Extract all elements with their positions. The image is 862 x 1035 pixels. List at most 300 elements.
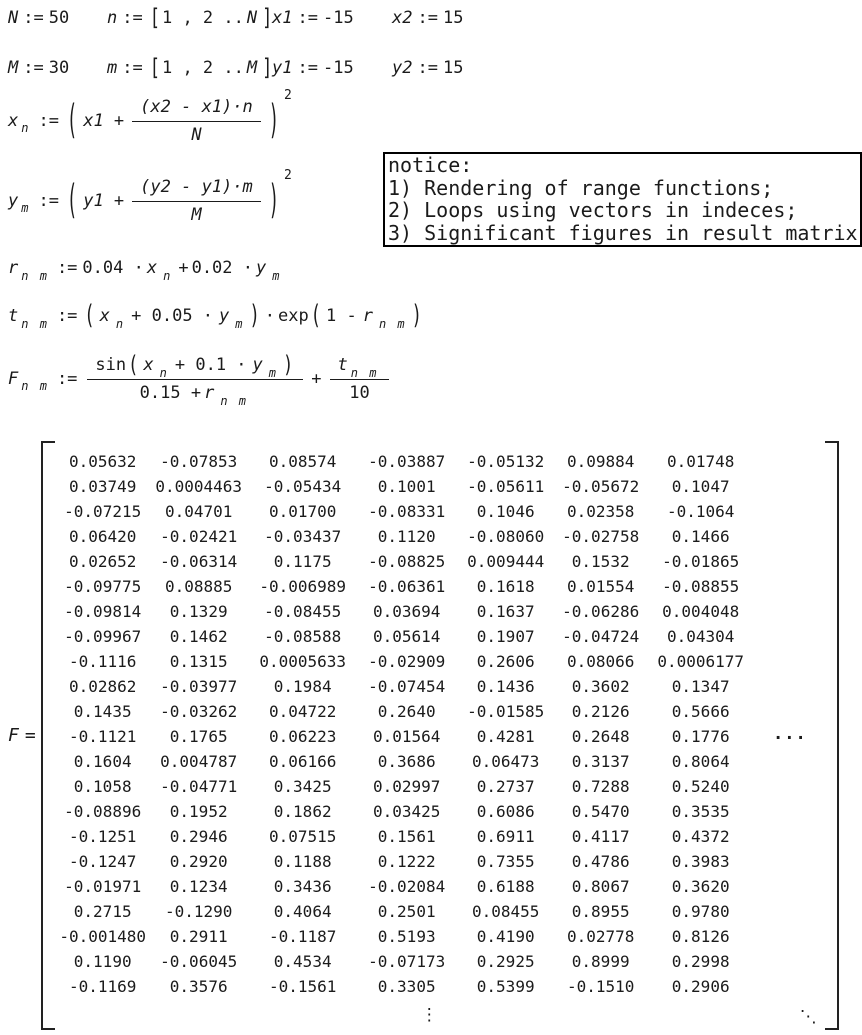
matrix-cell: -0.03977 [160,676,238,696]
matrix-cell: 0.6188 [476,876,535,896]
matrix-row [59,674,753,699]
matrix-cell: 0.05632 [68,451,137,471]
one-minus: 1 - [326,306,357,326]
matrix-cell: 0.2920 [169,851,228,871]
matrix-cell: 0.1047 [671,476,730,496]
subscript-n: n [21,120,31,135]
matrix-cell: 0.1315 [169,651,228,671]
matrix-cell: 0.4786 [571,851,630,871]
matrix-cell: -0.06361 [368,576,446,596]
matrix-cell: 0.4534 [273,951,332,971]
assign-op: := [56,258,78,278]
matrix-cell: 0.5666 [671,701,730,721]
matrix-cell: 0.3137 [571,751,630,771]
matrix-cell: 0.2715 [73,901,132,921]
assign-op: := [297,58,318,78]
var-x: x [146,258,158,278]
const-plus: 0.15 + [139,383,202,403]
matrix-cell: 0.02997 [372,776,441,796]
matrix-cell: 0.01564 [372,726,441,746]
assign-op: := [417,58,438,78]
matrix-cell: -0.05611 [467,476,545,496]
matrix-cell: 0.7288 [571,776,630,796]
matrix-cell: -0.08896 [64,801,142,821]
squared-expression [64,88,292,145]
diagonal-ellipsis: ⋱ [799,1006,817,1027]
result-matrix-region[interactable] [8,441,839,1030]
matrix-cell: 0.04701 [164,501,233,521]
matrix-cell: -0.06314 [160,551,238,571]
matrix-cell: 0.1436 [476,676,535,696]
matrix-cell: 0.4281 [476,726,535,746]
close-bracket: ] [262,54,273,82]
fraction-numerator: (y2 - y1)·m [132,176,261,202]
matrix-row [59,774,753,799]
var-y: y [256,258,267,278]
matrix-lhs [8,725,36,746]
exponent: 2 [284,168,292,183]
matrix-cell: 0.9780 [671,901,730,921]
matrix-cell: 0.1120 [377,526,436,546]
notice-item: 3) Significant figures in result matrix [388,221,858,246]
matrix-cell: 0.05614 [372,626,441,646]
matrix-cell: -0.07853 [160,451,238,471]
value-x2: 15 [442,8,464,28]
plus-coef: + 0.1 · [174,355,247,375]
matrix-cell: 0.1952 [169,801,228,821]
var-x1: x1 [272,8,293,28]
matrix-cell: 0.6911 [476,826,535,846]
matrix-cell: -0.07215 [64,501,142,521]
matrix-cell: 0.8067 [571,876,630,896]
matrix-cell: -0.08855 [662,576,740,596]
matrix-cell: 0.4372 [671,826,730,846]
matrix-cell: 0.1329 [169,601,228,621]
matrix-cell: 0.01748 [666,451,735,471]
fraction-denominator: M [191,205,202,225]
subscript-n: n [159,366,169,380]
fraction [132,176,261,225]
matrix-cell: -0.08060 [467,526,545,546]
matrix-cell: 0.01554 [566,576,635,596]
var-x: x [143,355,154,375]
var-N: N [8,8,19,28]
matrix-cell: -0.08331 [368,501,446,521]
matrix-cell: -0.06045 [160,951,238,971]
matrix-cell: 0.3425 [273,776,332,796]
matrix-cell: 0.1175 [273,551,332,571]
matrix-cell: 0.1862 [273,801,332,821]
matrix-row [59,974,753,999]
close-paren: ) [268,97,280,144]
matrix-row [59,724,753,749]
matrix-row [59,874,753,899]
matrix-cell: -0.01865 [662,551,740,571]
open-paren: ( [128,351,139,379]
matrix-cell: 0.0004463 [155,476,243,496]
matrix-row [59,699,753,724]
var-F: F [8,725,19,746]
close-bracket: ] [262,4,273,32]
assign-op: := [23,58,44,78]
matrix-row [59,599,753,624]
var-t: t [8,306,19,326]
var-y: y [219,306,230,326]
var-y: y [252,355,263,375]
subscript-n: n [163,269,173,283]
matrix-cell: 0.3576 [169,976,228,996]
assign-op: := [38,110,59,131]
matrix-cell: -0.1187 [268,926,337,946]
matrix-cell: -0.09814 [64,601,142,621]
matrix-cell: 0.5470 [571,801,630,821]
matrix-cell: 0.3305 [377,976,436,996]
subscript-n: n [115,317,126,331]
matrix-cell: -0.1247 [68,851,137,871]
matrix-cell: 0.2126 [571,701,630,721]
close-paren: ) [249,300,260,332]
var-r: r [8,258,19,278]
matrix-cell: 0.1462 [169,626,228,646]
close-paren: ) [283,351,294,379]
matrix-cell: 0.03694 [372,601,441,621]
matrix-cell: -0.05672 [562,476,640,496]
var-x2: x2 [392,8,413,28]
matrix-cell: 0.1637 [476,601,535,621]
matrix-cell: -0.02909 [368,651,446,671]
matrix-cell: -0.1116 [68,651,137,671]
term-y1-plus: y1 + [83,190,125,211]
plus-op: + [178,258,189,278]
matrix-row [59,549,753,574]
matrix-cell: 0.5193 [377,926,436,946]
matrix-cell: 0.02778 [566,926,635,946]
matrix-cell: 0.1190 [73,951,132,971]
notice-title: notice: [388,153,473,177]
matrix-cell: 0.7355 [476,851,535,871]
matrix-cell: 0.1347 [671,676,730,696]
matrix-cell: 0.3602 [571,676,630,696]
matrix-cell: 0.1222 [377,851,436,871]
matrix-cell: -0.01585 [467,701,545,721]
matrix-cell: 0.1984 [273,676,332,696]
var-m: m [107,58,118,78]
matrix-cell: -0.05434 [264,476,342,496]
notice-list [388,177,857,245]
subscript-nm: n m [220,394,249,408]
matrix-right-bracket [825,441,839,1030]
fraction-numerator: (x2 - x1)·n [132,96,261,122]
matrix-cell: -0.1064 [666,501,735,521]
matrix-cell: 0.08066 [566,651,635,671]
definition-y1[interactable] [272,58,354,78]
close-paren: ) [411,300,422,332]
assign-op: := [56,368,78,389]
matrix-cell: 0.8955 [571,901,630,921]
close-paren: ) [268,177,280,224]
matrix-cell: 0.1001 [377,476,436,496]
formula-y-m[interactable] [8,168,292,225]
var-r: r [204,383,215,403]
formula-x-n[interactable] [8,88,292,145]
matrix-cell: 0.07515 [268,826,337,846]
notice-item: 2) Loops using vectors in indeces; [388,198,798,223]
matrix-cell: 0.02652 [68,551,137,571]
matrix-cell: 0.8064 [671,751,730,771]
matrix-cell: 0.1765 [169,726,228,746]
matrix-row [59,624,753,649]
subscript-nm: n m [378,317,407,331]
matrix-cell: -0.07173 [368,951,446,971]
var-y2: y2 [392,58,413,78]
definition-y2[interactable] [392,58,463,78]
assign-op: := [23,8,44,28]
matrix-cell: 0.1618 [476,576,535,596]
matrix-cell: 0.5399 [476,976,535,996]
matrix-body [55,443,825,1029]
value-y2: 15 [442,58,464,78]
matrix-cell: -0.04771 [160,776,238,796]
value-N: 50 [48,8,70,28]
matrix-cell: 0.06223 [268,726,337,746]
var-M: M [8,58,19,78]
open-paren: ( [66,97,78,144]
var-y: y [8,190,19,211]
matrix-row [59,574,753,599]
subscript-nm: n m [350,366,379,380]
plus-op: + [311,368,322,389]
var-F: F [8,368,19,389]
fraction-numerator [87,351,303,380]
matrix-row [59,924,753,949]
fraction [132,96,261,145]
var-r: r [362,306,373,326]
sin-function: sin [95,355,127,375]
matrix-row [59,824,753,849]
multiply-op: · [264,306,276,326]
matrix-cell: 0.2606 [476,651,535,671]
matrix-cell: 0.1058 [73,776,132,796]
matrix-cell: -0.08455 [264,601,342,621]
notice-box[interactable] [383,152,862,247]
subscript-nm: n m [21,269,49,283]
matrix-cell: 0.2998 [671,951,730,971]
matrix-cell: 0.2501 [377,901,436,921]
matrix-cell: 0.3620 [671,876,730,896]
matrix-cell: -0.1251 [68,826,137,846]
matrix-cell: 0.2946 [169,826,228,846]
matrix-cell: 0.5240 [671,776,730,796]
matrix-cell: 0.03749 [68,476,137,496]
fraction-t [330,354,390,403]
formula-F-nm[interactable] [8,351,394,408]
exponent: 2 [284,88,292,103]
matrix-cell: 0.6086 [476,801,535,821]
matrix-cell: 0.0006177 [657,651,745,671]
matrix-cell: 0.08885 [164,576,233,596]
open-paren: ( [310,300,321,332]
matrix-left-bracket [41,441,55,1030]
matrix-cell: 0.04304 [666,626,735,646]
matrix-cell: 0.09884 [566,451,635,471]
definition-N[interactable] [8,8,69,28]
matrix-cell: 0.4190 [476,926,535,946]
assign-op: := [38,190,59,211]
range-end-var: N [246,8,258,28]
matrix-cell: 0.8126 [671,926,730,946]
matrix-cell: -0.02421 [160,526,238,546]
matrix-cell: 0.1907 [476,626,535,646]
matrix-cell: -0.03262 [160,701,238,721]
matrix-cell: 0.08455 [471,901,540,921]
matrix-cell: 0.2906 [671,976,730,996]
fraction-numerator [330,354,390,380]
matrix-cell: -0.02758 [562,526,640,546]
open-bracket: [ [149,4,160,32]
matrix-cell: -0.006989 [259,576,347,596]
subscript-m: m [21,200,31,215]
matrix-cell: -0.04724 [562,626,640,646]
definition-n-range[interactable] [107,4,274,32]
matrix-cell: 0.1561 [377,826,436,846]
matrix-row [59,524,753,549]
matrix-cell: 0.0005633 [259,651,347,671]
vertical-ellipsis: ⋮ [420,1004,438,1025]
matrix-cell: 0.3535 [671,801,730,821]
matrix-cell: -0.1290 [164,901,233,921]
fraction-denominator: N [191,125,202,145]
matrix-row [59,449,753,474]
matrix-cell: 0.009444 [467,551,545,571]
matrix-cell: 0.4117 [571,826,630,846]
matrix-row [59,749,753,774]
assign-op: := [417,8,438,28]
exp-function: exp [278,306,309,326]
matrix-cell: 0.02358 [566,501,635,521]
matrix-cell: -0.02084 [368,876,446,896]
squared-expression [64,168,292,225]
matrix-cell: -0.03887 [368,451,446,471]
open-paren: ( [66,177,78,224]
fraction-denominator [139,380,251,408]
matrix-cell: -0.001480 [59,926,147,946]
var-n: n [107,8,118,28]
matrix-cell: 0.1466 [671,526,730,546]
matrix-cell: -0.08825 [368,551,446,571]
matrix-row [59,499,753,524]
subscript-nm: n m [21,317,49,331]
matrix-cell: 0.04722 [268,701,337,721]
matrix-cell: 0.4064 [273,901,332,921]
matrix-cell: -0.03437 [264,526,342,546]
matrix-cell: 0.2640 [377,701,436,721]
matrix-cell: -0.1510 [566,976,635,996]
matrix-cell: -0.09775 [64,576,142,596]
matrix-cell: 0.3983 [671,851,730,871]
matrix-cell: 0.2925 [476,951,535,971]
matrix-cell: -0.01971 [64,876,142,896]
open-bracket: [ [149,54,160,82]
matrix-cell: -0.09967 [64,626,142,646]
subscript-nm: n m [21,378,49,393]
matrix-cell: 0.06166 [268,751,337,771]
matrix-cell: 0.004048 [662,601,740,621]
definition-x1[interactable] [272,8,354,28]
matrix-cell: 0.02862 [68,676,137,696]
matrix-cell: 0.8999 [571,951,630,971]
matrix-cell: 0.1532 [571,551,630,571]
value-M: 30 [48,58,70,78]
var-y1: y1 [272,58,293,78]
matrix-cell: 0.004787 [160,751,238,771]
matrix-cell: 0.2911 [169,926,228,946]
formula-r-nm[interactable] [8,258,284,283]
matrix-cell: -0.1561 [268,976,337,996]
assign-op: := [297,8,318,28]
matrix-cell: -0.08588 [264,626,342,646]
matrix-cell: 0.1435 [73,701,132,721]
formula-t-nm[interactable] [8,300,424,332]
var-t: t [337,355,348,375]
matrix-cell: 0.03425 [372,801,441,821]
definition-M[interactable] [8,58,69,78]
fraction-sin [87,351,303,408]
subscript-m: m [272,269,282,283]
subscript-m: m [268,366,279,380]
matrix-row [59,899,753,924]
assign-op: := [122,58,143,78]
matrix-row [59,949,753,974]
matrix-cell: -0.1121 [68,726,137,746]
coef-1: 0.04 · [82,258,144,278]
var-x: x [99,306,110,326]
matrix-cell: -0.1169 [68,976,137,996]
notice-item: 1) Rendering of range functions; [388,175,774,200]
range-sequence: 1 , 2 .. [161,58,244,78]
matrix-row [59,849,753,874]
matrix-cell: -0.07454 [368,676,446,696]
matrix-cell: -0.05132 [467,451,545,471]
term-x1-plus: x1 + [83,110,125,131]
matrix-cell: 0.3686 [377,751,436,771]
coef-2: 0.02 · [191,258,253,278]
value-x1: -15 [322,8,354,28]
matrix-row [59,799,753,824]
matrix-cell: 0.1188 [273,851,332,871]
value-y1: -15 [322,58,354,78]
matrix-cell: 0.1604 [73,751,132,771]
horizontal-ellipsis: ... [772,723,807,744]
matrix-cell: 0.06420 [68,526,137,546]
plus-coef: + 0.05 · [131,306,214,326]
var-x: x [8,110,19,131]
matrix-cell: 0.01700 [268,501,337,521]
subscript-m: m [235,317,245,331]
definition-m-range[interactable] [107,54,274,82]
matrix-cell: 0.1046 [476,501,535,521]
matrix-cell: -0.06286 [562,601,640,621]
open-paren: ( [84,300,95,332]
equals-op: = [24,725,36,746]
range-end-var: M [246,58,258,78]
fraction-denominator: 10 [349,383,370,403]
matrix-row [59,649,753,674]
range-sequence: 1 , 2 .. [161,8,244,28]
definition-x2[interactable] [392,8,463,28]
matrix-cell: 0.08574 [268,451,337,471]
matrix-cell: 0.2648 [571,726,630,746]
matrix-row [59,474,753,499]
